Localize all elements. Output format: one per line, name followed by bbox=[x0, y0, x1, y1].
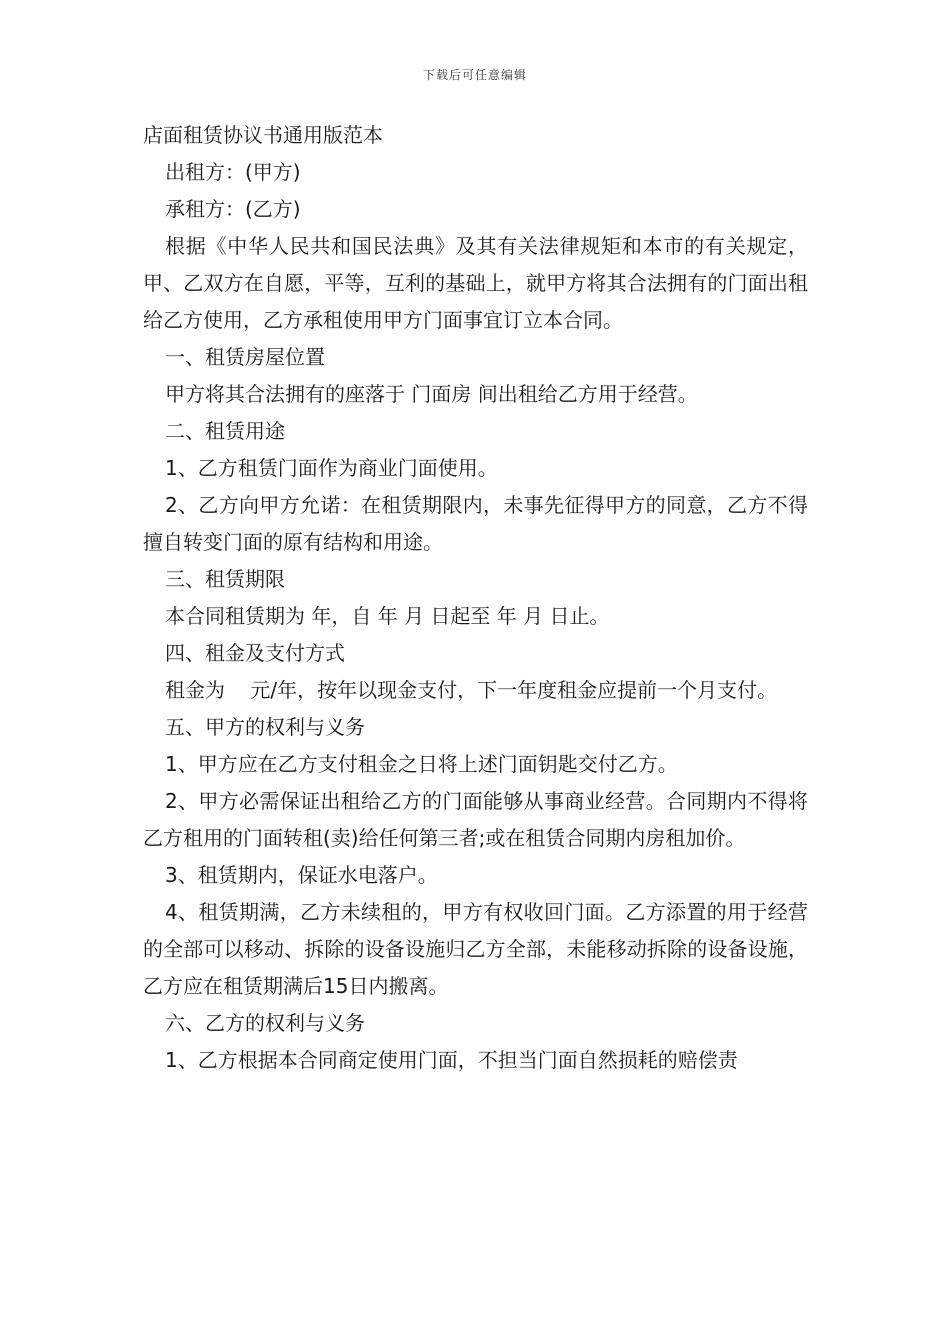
paragraph-lessor-duty-2: 2、甲方必需保证出租给乙方的门面能够从事商业经营。合同期内不得将乙方租用的门面转租(卖)给任何第三者;或在租赁合同期内房租加价。 bbox=[143, 789, 808, 850]
paragraph-usage-1: 1、乙方租赁门面作为商业门面使用。 bbox=[165, 456, 498, 480]
paragraph-lessee: 承租方：(乙方) bbox=[165, 197, 301, 221]
section-heading-4: 四、租金及支付方式 bbox=[165, 641, 345, 665]
paragraph-lessor-duty-3: 3、租赁期内，保证水电落户。 bbox=[165, 863, 438, 887]
paragraph-rent: 租金为 元/年，按年以现金支付，下一年度租金应提前一个月支付。 bbox=[165, 678, 778, 702]
document-body bbox=[143, 117, 808, 1079]
paragraph-lessor: 出租方：(甲方) bbox=[165, 160, 301, 184]
section-heading-2: 二、租赁用途 bbox=[165, 419, 285, 443]
paragraph-term: 本合同租赁期为 年，自 年 月 日起至 年 月 日止。 bbox=[165, 604, 610, 628]
section-heading-1: 一、租赁房屋位置 bbox=[165, 345, 325, 369]
paragraph-lessor-duty-1: 1、甲方应在乙方支付租金之日将上述门面钥匙交付乙方。 bbox=[165, 752, 678, 776]
paragraph-lessor-duty-4: 4、租赁期满，乙方未续租的，甲方有权收回门面。乙方添置的用于经营的全部可以移动、拆除的设备设施归乙方全部，未能移动拆除的设备设施，乙方应在租赁期满后15日内搬离。 bbox=[143, 900, 808, 998]
document-title: 店面租赁协议书通用版范本 bbox=[143, 123, 383, 147]
paragraph-preamble: 根据《中华人民共和国民法典》及其有关法律规矩和本市的有关规定，甲、乙双方在自愿，平等，互利的基础上，就甲方将其合法拥有的门面出租给乙方使用，乙方承租使用甲方门面事宜订立本合同。 bbox=[143, 234, 808, 332]
section-heading-6: 六、乙方的权利与义务 bbox=[165, 1011, 365, 1035]
header-note: 下载后可任意编辑 bbox=[422, 68, 527, 82]
section-heading-5: 五、甲方的权利与义务 bbox=[165, 715, 365, 739]
paragraph-lessee-duty-1: 1、乙方根据本合同商定使用门面，不担当门面自然损耗的赔偿责 bbox=[165, 1048, 738, 1072]
section-heading-3: 三、租赁期限 bbox=[165, 567, 285, 591]
paragraph-location: 甲方将其合法拥有的座落于 门面房 间出租给乙方用于经营。 bbox=[165, 382, 698, 406]
paragraph-usage-2: 2、乙方向甲方允诺：在租赁期限内，未事先征得甲方的同意，乙方不得擅自转变门面的原有结构和用途。 bbox=[143, 493, 808, 554]
